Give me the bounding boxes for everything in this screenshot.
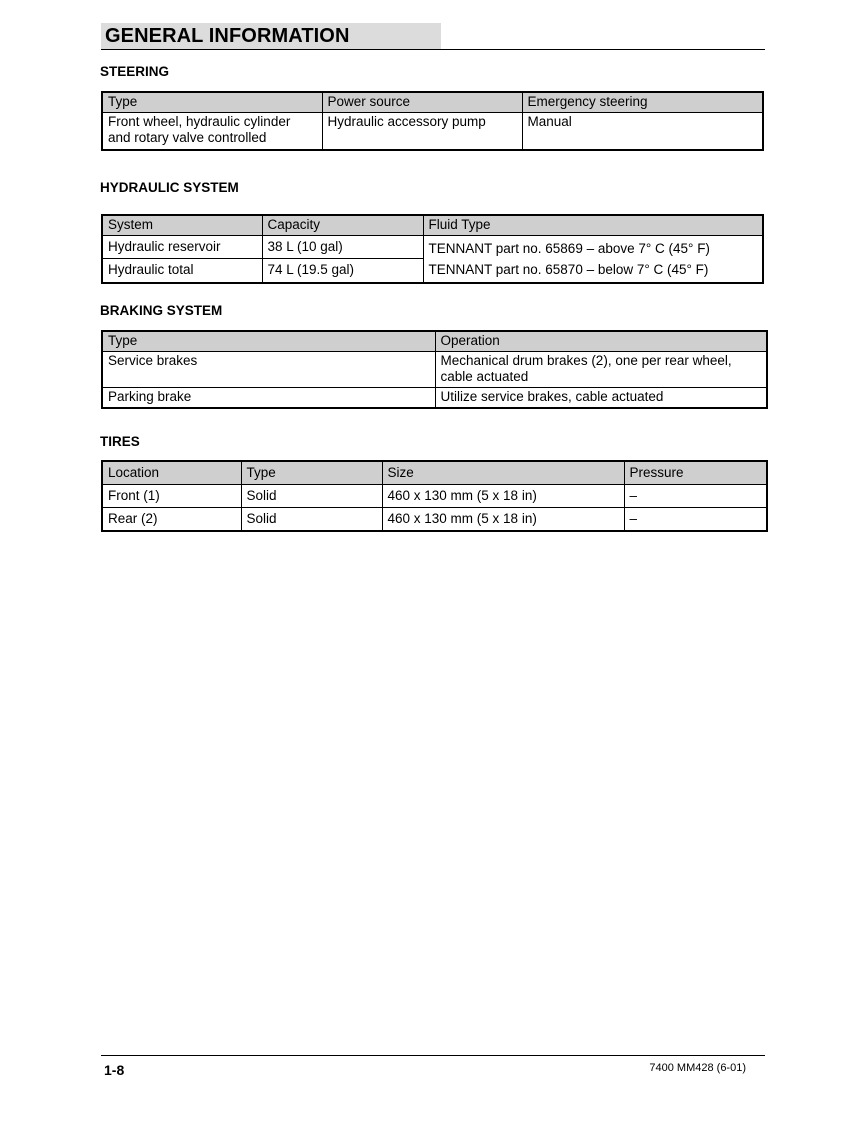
table-cell: Front wheel, hydraulic cylinder and rotary valve controlled xyxy=(102,113,322,151)
fluid-type-cell xyxy=(423,236,763,284)
table-cell: Utilize service brakes, cable actuated xyxy=(435,388,767,409)
table-cell: – xyxy=(624,508,767,532)
document-id: 7400 MM428 (6-01) xyxy=(649,1062,746,1074)
table-row xyxy=(102,236,763,259)
column-header: Type xyxy=(102,92,322,113)
column-header: Power source xyxy=(322,92,522,113)
table-row xyxy=(102,485,767,508)
table-cell: Hydraulic accessory pump xyxy=(322,113,522,151)
column-header: Fluid Type xyxy=(423,215,763,236)
column-header: System xyxy=(102,215,262,236)
table-row xyxy=(102,508,767,532)
fluid-type-line: TENNANT part no. 65870 – below 7° C (45° F) xyxy=(428,262,709,277)
column-header: Pressure xyxy=(624,461,767,485)
table-cell: Solid xyxy=(241,508,382,532)
table-cell: 74 L (19.5 gal) xyxy=(262,259,423,283)
table-cell: Hydraulic total xyxy=(102,259,262,283)
steering-table xyxy=(101,91,764,151)
table-row xyxy=(102,352,767,388)
column-header: Capacity xyxy=(262,215,423,236)
hydraulic-table xyxy=(101,214,764,284)
tires-table xyxy=(101,460,768,532)
footer-divider xyxy=(101,1055,765,1056)
steering-section-title: STEERING xyxy=(100,64,170,79)
page-title: GENERAL INFORMATION xyxy=(105,25,350,47)
table-header-row xyxy=(102,461,767,485)
table-header-row xyxy=(102,215,763,236)
table-cell: Solid xyxy=(241,485,382,508)
hydraulic-section-title: HYDRAULIC SYSTEM xyxy=(100,180,239,195)
table-row xyxy=(102,388,767,409)
table-cell: – xyxy=(624,485,767,508)
table-cell: 38 L (10 gal) xyxy=(262,236,423,259)
tires-section-title: TIRES xyxy=(100,434,140,449)
table-cell: Parking brake xyxy=(102,388,435,409)
column-header: Emergency steering xyxy=(522,92,763,113)
column-header: Size xyxy=(382,461,624,485)
table-cell: Hydraulic reservoir xyxy=(102,236,262,259)
column-header: Location xyxy=(102,461,241,485)
page-number: 1-8 xyxy=(104,1062,125,1078)
column-header: Type xyxy=(102,331,435,352)
braking-section-title: BRAKING SYSTEM xyxy=(100,303,223,318)
table-cell: 460 x 130 mm (5 x 18 in) xyxy=(382,508,624,532)
table-cell: Rear (2) xyxy=(102,508,241,532)
table-cell: Manual xyxy=(522,113,763,151)
braking-table xyxy=(101,330,768,409)
table-cell: Service brakes xyxy=(102,352,435,388)
table-row xyxy=(102,113,763,151)
table-cell: Front (1) xyxy=(102,485,241,508)
table-cell: 460 x 130 mm (5 x 18 in) xyxy=(382,485,624,508)
header-divider xyxy=(101,49,765,50)
table-header-row xyxy=(102,331,767,352)
table-cell: Mechanical drum brakes (2), one per rear wheel, cable actuated xyxy=(435,352,767,388)
fluid-type-line: TENNANT part no. 65869 – above 7° C (45° F) xyxy=(428,241,710,256)
column-header: Operation xyxy=(435,331,767,352)
table-header-row xyxy=(102,92,763,113)
column-header: Type xyxy=(241,461,382,485)
